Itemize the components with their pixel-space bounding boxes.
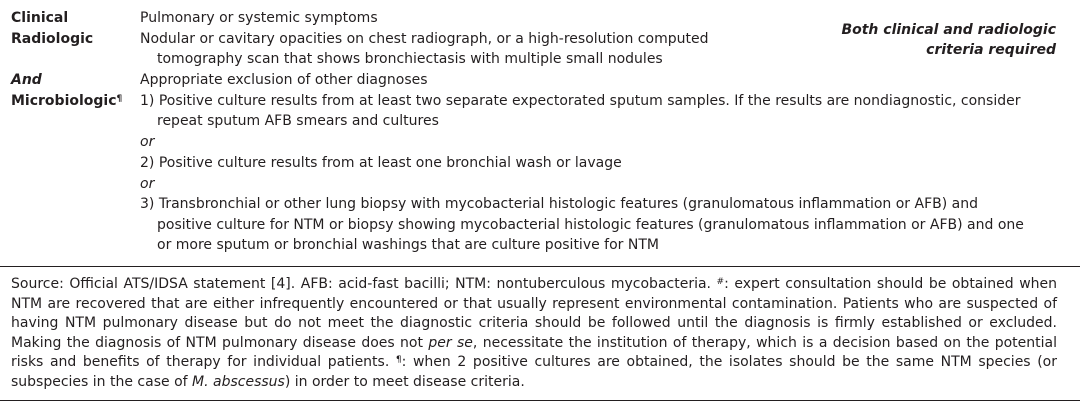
or-separator-1: or [140, 134, 155, 150]
radiologic-criterion-line2: tomography scan that shows bronchiectasis with multiple small nodules [157, 51, 663, 67]
microbiologic-text: Microbiologic [11, 93, 117, 109]
table-footnote [11, 275, 1057, 392]
micro-item-2-line1: 2) Positive culture results from at least one bronchial wash or lavage [140, 155, 622, 171]
footnote-bottom-rule [0, 400, 1080, 401]
microbiologic-label [11, 91, 122, 111]
paragraph-footnote-mark: ¶ [395, 355, 402, 365]
radiologic-criterion-line1: Nodular or cavitary opacities on chest radiograph, or a high-resolution computed [140, 31, 709, 47]
radiologic-label: Radiologic [11, 31, 94, 47]
clinical-label: Clinical [11, 10, 69, 26]
hash-footnote-mark: # [716, 277, 725, 287]
and-label: And [11, 72, 42, 88]
table-bottom-rule [0, 266, 1080, 267]
exclusion-criterion: Appropriate exclusion of other diagnoses [140, 72, 428, 88]
or-separator-2: or [140, 176, 155, 192]
requirement-note-line1: Both clinical and radiologic [841, 22, 1056, 38]
footnote-end-text: ) in order to meet disease criteria. [284, 373, 525, 390]
micro-item-1-line2: repeat sputum AFB smears and cultures [157, 113, 439, 129]
clinical-criterion: Pulmonary or systemic symptoms [140, 10, 378, 26]
footnote-therapy-text: , necessitate the institution of therapy, which is a decision based on the potential risks and benefits of therapy for individual patients. [11, 334, 1057, 370]
micro-item-3-line2: positive culture for NTM or biopsy showing mycobacterial histologic features (granulomatous inflammation or AFB) and one [157, 217, 1024, 233]
footnote-para-text: : when 2 positive cultures are obtained, the isolates should be the same NTM species (or subspecies in the case of [11, 354, 1057, 390]
microbiologic-footnote-mark: ¶ [116, 94, 123, 104]
micro-item-3-line3: or more sputum or bronchial washings that are culture positive for NTM [157, 237, 659, 253]
footnote-species: M. abscessus [192, 373, 285, 390]
requirement-note-line2: criteria required [926, 42, 1056, 58]
micro-item-3-line1: 3) Transbronchial or other lung biopsy with mycobacterial histologic features (granulomatous inflammation or AFB) and [140, 196, 978, 212]
micro-item-1-line1: 1) Positive culture results from at least two separate expectorated sputum samples. If the results are nondiagnostic, consider [140, 93, 1021, 109]
footnote-hash-text: : expert consultation should be obtained when NTM are recovered that are either infrequently encountered or that usually represent environmental contamination. Patients who are suspected of having NTM pulmonary disease but do not meet the diagnostic criteria should be followed until the diagnosis is firmly established or excluded. Making the diagnosis of NTM pulmonary disease does not [11, 276, 1058, 351]
footnote-per-se: per se [428, 334, 473, 351]
footnote-source: Source: Official ATS/IDSA statement [4]. AFB: acid-fast bacilli; NTM: nontuberculous mycobacteria. [11, 276, 717, 292]
